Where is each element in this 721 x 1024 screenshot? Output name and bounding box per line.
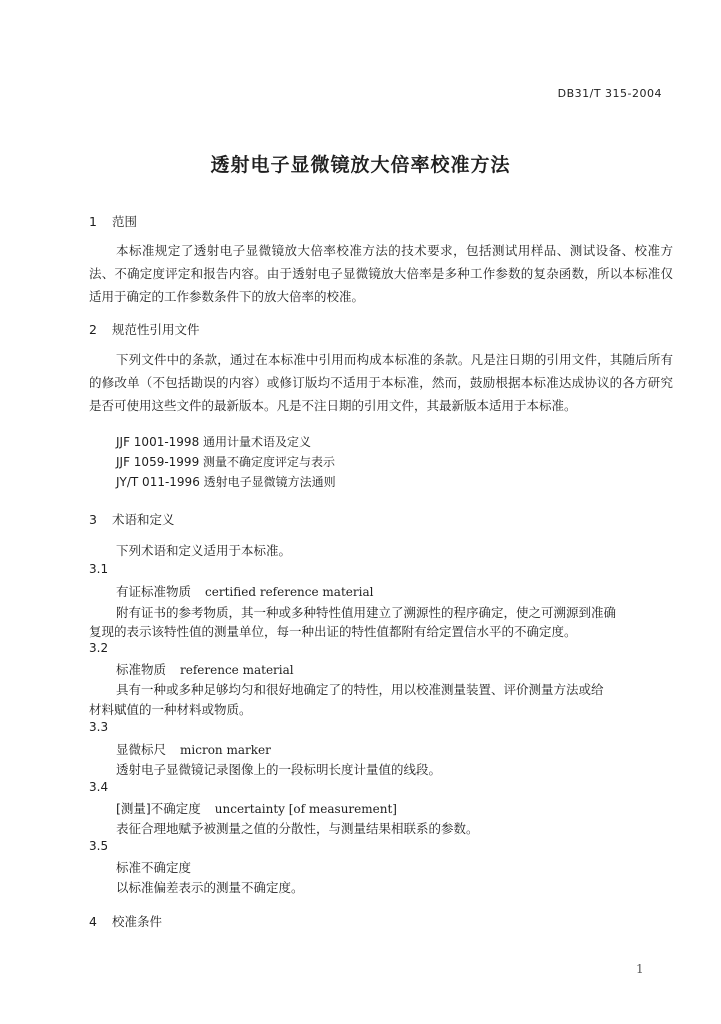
term-zh: 标准不确定度 [116,860,192,875]
section-title: 术语和定义 [112,512,175,527]
term-en: certified reference material [205,585,374,599]
section-title: 校准条件 [112,914,163,929]
term-name [116,740,271,758]
normative-reference: JY/T 011-1996 透射电子显微镜方法通则 [116,475,336,489]
term-number: 3.5 [89,839,109,853]
standard-code: DB31/T 315-2004 [557,87,662,100]
section-2-paragraph: 下列文件中的条款，通过在本标准中引用而构成本标准的条款。凡是注日期的引用文件，其随后所有的修改单（不包括勘误的内容）或修订版均不适用于本标准，然而，鼓励根据本标准达成协议的各方研究是否可使用这些文件的最新版本。凡是不注日期的引用文件，其最新版本适用于本标准。 [89,352,673,413]
term-definition: 以标准偏差表示的测量不确定度。 [116,880,304,895]
normative-reference: JJF 1059-1999 测量不确定度评定与表示 [116,455,336,469]
term-number: 3.3 [89,720,109,734]
term-number: 3.4 [89,780,109,794]
term-definition-continued: 复现的表示该特性值的测量单位，每一种出证的特性值都附有给定置信水平的不确定度。 [89,624,577,639]
term-en: uncertainty [of measurement] [214,802,397,816]
section-number: 2 [89,322,97,337]
term-zh: 显微标尺 [116,742,167,757]
section-number: 3 [89,512,97,527]
term-name [116,799,397,817]
term-number: 3.1 [89,562,109,576]
term-zh: 标准物质 [116,662,167,677]
section-title: 范围 [112,214,138,229]
normative-reference: JJF 1001-1998 通用计量术语及定义 [116,435,312,449]
term-number: 3.2 [89,641,109,655]
page-number: 1 [636,962,644,976]
document-title: 透射电子显微镜放大倍率校准方法 [210,154,511,176]
term-zh: [测量]不确定度 [116,801,201,816]
section-number: 1 [89,214,97,229]
section-number: 4 [89,914,97,929]
section-3-heading [89,510,175,528]
section-4-heading [89,912,162,930]
term-zh: 有证标准物质 [116,584,192,599]
term-definition: 表征合理地赋予被测量之值的分散性，与测量结果相联系的参数。 [116,821,479,836]
term-en: reference material [180,663,294,677]
term-name [116,582,373,600]
section-1-heading [89,212,137,230]
section-3-intro: 下列术语和定义适用于本标准。 [116,543,292,558]
term-en: micron marker [180,743,271,757]
section-title: 规范性引用文件 [112,322,200,337]
term-definition: 具有一种或多种足够均匀和很好地确定了的特性，用以校准测量装置、评价测量方法或给 [116,682,604,697]
term-name [116,660,294,678]
term-definition-continued: 材料赋值的一种材料或物质。 [89,702,252,717]
term-definition: 透射电子显微镜记录图像上的一段标明长度计量值的线段。 [116,762,442,777]
section-2-heading [89,320,200,338]
term-name [116,858,191,876]
term-definition: 附有证书的参考物质，其一种或多种特性值用建立了溯源性的程序确定，使之可溯源到准确 [116,605,617,620]
section-1-paragraph: 本标准规定了透射电子显微镜放大倍率校准方法的技术要求，包括测试用样品、测试设备、校准方法、不确定度评定和报告内容。由于透射电子显微镜放大倍率是多种工作参数的复杂函数，所以本标准仅适用于确定的工作参数条件下的放大倍率的校准。 [89,243,673,304]
